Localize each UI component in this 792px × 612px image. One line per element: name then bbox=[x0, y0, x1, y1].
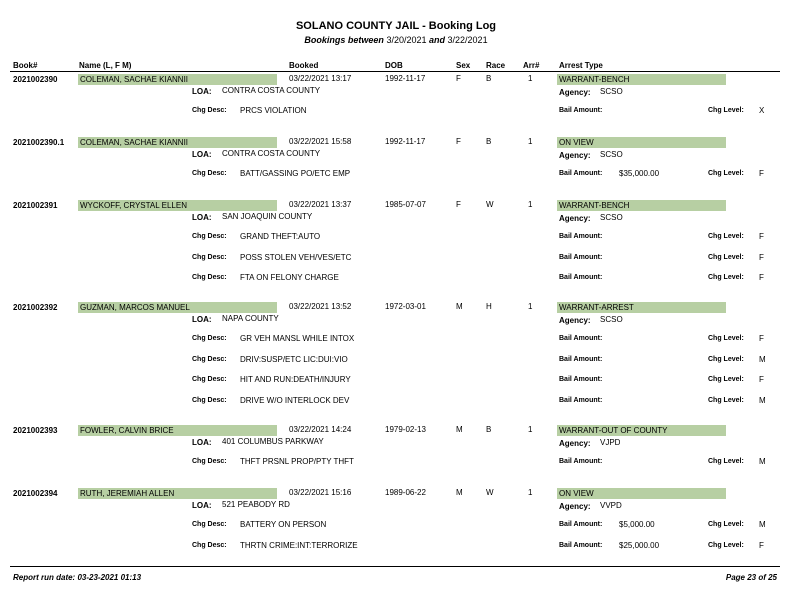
dob: 1979-02-13 bbox=[385, 425, 426, 434]
race: B bbox=[486, 137, 492, 146]
arrest-number: 1 bbox=[528, 74, 533, 83]
chg-level-value: M bbox=[759, 354, 766, 364]
bail-amount-value: $5,000.00 bbox=[619, 520, 655, 529]
race: B bbox=[486, 74, 492, 83]
bail-amount-label: Bail Amount: bbox=[559, 458, 603, 465]
booked-datetime: 03/22/2021 13:52 bbox=[289, 302, 352, 311]
bail-amount-label: Bail Amount: bbox=[559, 274, 603, 281]
chg-desc-value: PRCS VIOLATION bbox=[240, 106, 307, 115]
agency-label: Agency: bbox=[559, 316, 591, 325]
chg-level-label: Chg Level: bbox=[708, 170, 744, 177]
bail-amount-label: Bail Amount: bbox=[559, 521, 603, 528]
chg-level-label: Chg Level: bbox=[708, 521, 744, 528]
inmate-name: COLEMAN, SACHAE KIANNII bbox=[80, 75, 189, 84]
booked-datetime: 03/22/2021 13:17 bbox=[289, 74, 352, 83]
bail-amount-label: Bail Amount: bbox=[559, 107, 603, 114]
chg-level-value: F bbox=[759, 375, 764, 384]
chg-level-value: F bbox=[759, 252, 764, 262]
chg-desc-label: Chg Desc: bbox=[192, 335, 227, 342]
chg-desc-value: THFT PRSNL PROP/PTY THFT bbox=[240, 457, 354, 466]
bail-amount-label: Bail Amount: bbox=[559, 396, 603, 404]
col-header-book: Book# bbox=[13, 61, 38, 70]
sex: M bbox=[456, 425, 463, 434]
bail-amount-label: Bail Amount: bbox=[559, 376, 603, 383]
arrest-number: 1 bbox=[528, 425, 533, 434]
start-date: 3/20/2021 bbox=[386, 35, 427, 45]
chg-level-value: F bbox=[759, 232, 764, 241]
inmate-name: RUTH, JEREMIAH ALLEN bbox=[80, 489, 175, 498]
loa-value: 401 COLUMBUS PARKWAY bbox=[222, 437, 324, 446]
chg-desc-label: Chg Desc: bbox=[192, 376, 227, 383]
end-date: 3/22/2021 bbox=[447, 35, 488, 45]
dob: 1992-11-17 bbox=[385, 74, 426, 83]
chg-desc-label: Chg Desc: bbox=[192, 274, 227, 281]
booked-datetime: 03/22/2021 15:58 bbox=[289, 137, 352, 146]
col-header-booked: Booked bbox=[289, 61, 319, 70]
chg-desc-value: HIT AND RUN:DEATH/INJURY bbox=[240, 375, 351, 384]
subtitle-prefix: Bookings between bbox=[304, 35, 384, 45]
chg-level-value: F bbox=[759, 334, 764, 343]
loa-value: NAPA COUNTY bbox=[222, 314, 279, 323]
chg-desc-label: Chg Desc: bbox=[192, 233, 227, 240]
agency-label: Agency: bbox=[559, 151, 591, 160]
chg-desc-value: THRTN CRIME:INT:TERRORIZE bbox=[240, 540, 358, 550]
agency-label: Agency: bbox=[559, 439, 591, 448]
bail-amount-label: Bail Amount: bbox=[559, 170, 603, 177]
report-run-date: Report run date: 03-23-2021 01:13 bbox=[13, 573, 142, 582]
chg-desc-value: GR VEH MANSL WHILE INTOX bbox=[240, 334, 355, 343]
chg-level-label: Chg Level: bbox=[708, 335, 744, 342]
bail-amount-label: Bail Amount: bbox=[559, 233, 603, 240]
chg-level-label: Chg Level: bbox=[708, 396, 744, 404]
sex: M bbox=[456, 302, 463, 311]
booked-datetime: 03/22/2021 15:16 bbox=[289, 488, 352, 497]
race: B bbox=[486, 425, 492, 434]
arrest-type: WARRANT-ARREST bbox=[559, 303, 634, 312]
col-header-name: Name (L, F M) bbox=[79, 61, 132, 70]
header-rule bbox=[10, 71, 780, 72]
chg-desc-value: DRIVE W/O INTERLOCK DEV bbox=[240, 395, 350, 405]
sex: M bbox=[456, 488, 463, 497]
loa-label: LOA: bbox=[192, 150, 212, 159]
col-header-race: Race bbox=[486, 61, 506, 70]
chg-level-value: F bbox=[759, 540, 764, 550]
agency-value: VJPD bbox=[600, 438, 621, 447]
booked-datetime: 03/22/2021 13:37 bbox=[289, 200, 352, 209]
sex: F bbox=[456, 74, 461, 83]
chg-desc-label: Chg Desc: bbox=[192, 396, 227, 404]
loa-label: LOA: bbox=[192, 87, 212, 96]
agency-value: SCSO bbox=[600, 150, 623, 159]
chg-desc-label: Chg Desc: bbox=[192, 541, 227, 549]
race: W bbox=[486, 200, 494, 209]
book-number: 2021002390.1 bbox=[13, 138, 65, 147]
chg-level-label: Chg Level: bbox=[708, 458, 744, 465]
arrest-type: ON VIEW bbox=[559, 138, 594, 147]
agency-value: SCSO bbox=[600, 213, 623, 222]
book-number: 2021002394 bbox=[13, 489, 58, 498]
bail-amount-value: $35,000.00 bbox=[619, 169, 660, 178]
chg-level-value: F bbox=[759, 169, 764, 178]
arrest-number: 1 bbox=[528, 302, 533, 311]
dob: 1985-07-07 bbox=[385, 200, 426, 209]
chg-level-label: Chg Level: bbox=[708, 541, 744, 549]
chg-level-label: Chg Level: bbox=[708, 355, 744, 363]
loa-label: LOA: bbox=[192, 315, 212, 324]
inmate-name: GUZMAN, MARCOS MANUEL bbox=[80, 303, 190, 312]
report-subtitle bbox=[0, 35, 792, 45]
agency-value: SCSO bbox=[600, 87, 623, 96]
chg-level-value: X bbox=[759, 106, 765, 115]
chg-level-value: M bbox=[759, 457, 766, 466]
chg-desc-label: Chg Desc: bbox=[192, 521, 227, 528]
chg-desc-value: BATT/GASSING PO/ETC EMP bbox=[240, 169, 351, 178]
col-header-arr: Arr# bbox=[523, 61, 540, 70]
page-number: Page 23 of 25 bbox=[725, 573, 777, 582]
chg-desc-value: BATTERY ON PERSON bbox=[240, 520, 327, 529]
bail-amount-label: Bail Amount: bbox=[559, 541, 603, 549]
chg-level-label: Chg Level: bbox=[708, 274, 744, 281]
arrest-number: 1 bbox=[528, 488, 533, 497]
dob: 1972-03-01 bbox=[385, 302, 426, 311]
arrest-number: 1 bbox=[528, 200, 533, 209]
book-number: 2021002393 bbox=[13, 426, 58, 435]
chg-desc-label: Chg Desc: bbox=[192, 458, 227, 465]
chg-desc-label: Chg Desc: bbox=[192, 170, 227, 177]
agency-value: VVPD bbox=[600, 501, 622, 510]
chg-desc-value: POSS STOLEN VEH/VES/ETC bbox=[240, 252, 352, 262]
bail-amount-label: Bail Amount: bbox=[559, 355, 603, 363]
loa-value: SAN JOAQUIN COUNTY bbox=[222, 212, 313, 221]
report-title: SOLANO COUNTY JAIL - Booking Log bbox=[295, 20, 497, 32]
book-number: 2021002390 bbox=[13, 75, 58, 84]
agency-label: Agency: bbox=[559, 214, 591, 223]
loa-value: CONTRA COSTA COUNTY bbox=[222, 86, 321, 95]
chg-level-label: Chg Level: bbox=[708, 233, 744, 240]
race: W bbox=[486, 488, 494, 497]
chg-desc-value: FTA ON FELONY CHARGE bbox=[240, 273, 339, 282]
arrest-type: WARRANT-BENCH bbox=[559, 201, 630, 210]
sex: F bbox=[456, 137, 461, 146]
chg-desc-value: GRAND THEFT:AUTO bbox=[240, 232, 321, 241]
chg-level-value: F bbox=[759, 273, 764, 282]
dob: 1992-11-17 bbox=[385, 137, 426, 146]
chg-level-value: M bbox=[759, 395, 766, 405]
col-header-arrest-type: Arrest Type bbox=[559, 61, 603, 70]
bail-amount-value: $25,000.00 bbox=[619, 540, 660, 550]
booked-datetime: 03/22/2021 14:24 bbox=[289, 425, 352, 434]
loa-value: CONTRA COSTA COUNTY bbox=[222, 149, 321, 158]
loa-label: LOA: bbox=[192, 501, 212, 510]
dob: 1989-06-22 bbox=[385, 488, 426, 497]
subtitle-and: and bbox=[429, 35, 446, 45]
chg-level-label: Chg Level: bbox=[708, 376, 744, 383]
loa-label: LOA: bbox=[192, 438, 212, 447]
inmate-name: WYCKOFF, CRYSTAL ELLEN bbox=[80, 201, 187, 210]
arrest-type: WARRANT-OUT OF COUNTY bbox=[559, 426, 668, 435]
arrest-type: WARRANT-BENCH bbox=[559, 75, 630, 84]
col-header-dob: DOB bbox=[385, 61, 403, 70]
book-number: 2021002391 bbox=[13, 201, 58, 210]
chg-level-label: Chg Level: bbox=[708, 107, 744, 114]
agency-label: Agency: bbox=[559, 88, 591, 97]
footer-rule bbox=[10, 566, 780, 567]
chg-desc-value: DRIV:SUSP/ETC LIC:DUI:VIO bbox=[240, 354, 348, 364]
loa-label: LOA: bbox=[192, 213, 212, 222]
bail-amount-label: Bail Amount: bbox=[559, 335, 603, 342]
agency-label: Agency: bbox=[559, 502, 591, 511]
col-header-sex: Sex bbox=[456, 61, 471, 70]
inmate-name: COLEMAN, SACHAE KIANNII bbox=[80, 138, 189, 147]
loa-value: 521 PEABODY RD bbox=[222, 500, 290, 509]
arrest-number: 1 bbox=[528, 137, 533, 146]
chg-level-label: Chg Level: bbox=[708, 253, 744, 261]
chg-level-value: M bbox=[759, 520, 766, 529]
chg-desc-label: Chg Desc: bbox=[192, 355, 227, 363]
chg-desc-label: Chg Desc: bbox=[192, 253, 227, 261]
bail-amount-label: Bail Amount: bbox=[559, 253, 603, 261]
sex: F bbox=[456, 200, 461, 209]
inmate-name: FOWLER, CALVIN BRICE bbox=[80, 426, 174, 435]
book-number: 2021002392 bbox=[13, 303, 58, 312]
arrest-type: ON VIEW bbox=[559, 489, 594, 498]
chg-desc-label: Chg Desc: bbox=[192, 107, 227, 114]
agency-value: SCSO bbox=[600, 315, 623, 324]
race: H bbox=[486, 302, 492, 311]
